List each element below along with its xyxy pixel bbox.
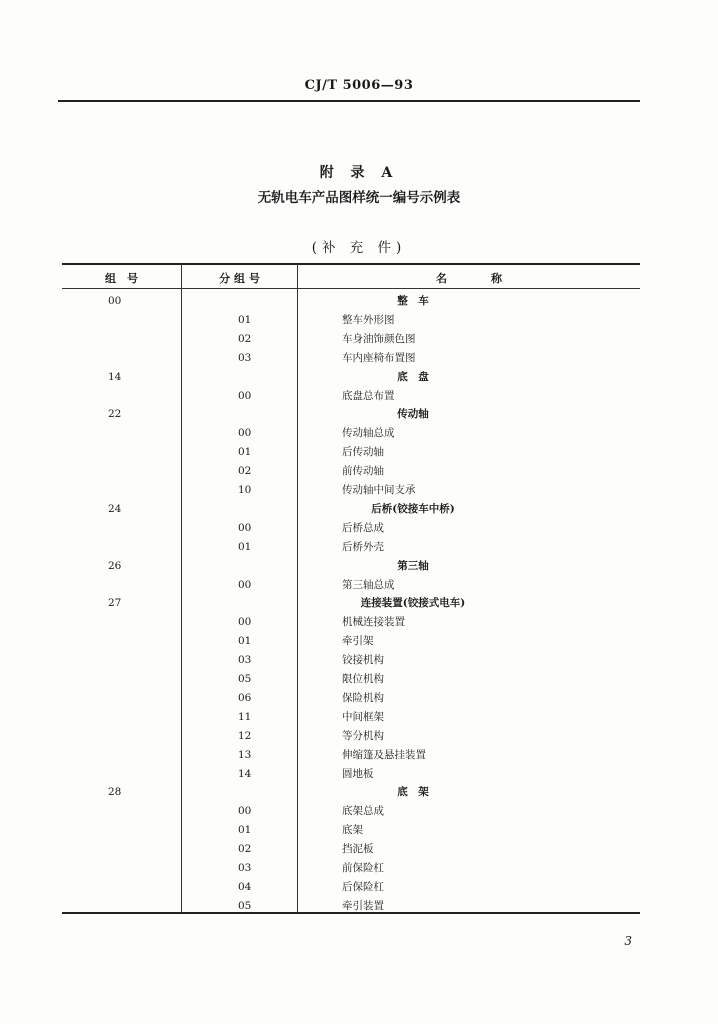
name-cell: 第三轴总成 xyxy=(342,579,395,591)
group-number-cell: 24 xyxy=(108,503,122,515)
column-header-subgroup: 分 组 号 xyxy=(219,272,260,285)
name-cell: 伸缩篷及悬挂装置 xyxy=(342,749,426,761)
column-header-name: 名 称 xyxy=(436,272,502,285)
group-number-cell: 26 xyxy=(108,560,122,572)
name-cell: 铰接机构 xyxy=(342,654,384,666)
name-cell: 连接装置(铰接式电车) xyxy=(360,597,466,609)
name-cell: 传动轴 xyxy=(397,408,429,420)
column-divider-1 xyxy=(181,264,182,913)
subgroup-number-cell: 13 xyxy=(238,749,252,761)
subgroup-number-cell: 01 xyxy=(238,541,252,553)
name-cell: 前传动轴 xyxy=(342,465,384,477)
name-cell: 后桥外壳 xyxy=(342,541,384,553)
subgroup-number-cell: 02 xyxy=(238,465,252,477)
subgroup-number-cell: 00 xyxy=(238,616,252,628)
subgroup-number-cell: 12 xyxy=(238,730,252,742)
group-number-cell: 28 xyxy=(108,786,122,798)
subgroup-number-cell: 03 xyxy=(238,352,252,364)
name-cell: 底 架 xyxy=(397,786,429,798)
subgroup-number-cell: 11 xyxy=(238,711,252,723)
name-cell: 后桥总成 xyxy=(342,522,384,534)
name-cell: 传动轴中间支承 xyxy=(342,484,416,496)
name-cell: 底盘总布置 xyxy=(342,390,395,402)
group-number-cell: 14 xyxy=(108,371,122,383)
name-cell: 牵引架 xyxy=(342,635,374,647)
subgroup-number-cell: 00 xyxy=(238,522,252,534)
name-cell: 圆地板 xyxy=(342,768,374,780)
name-cell: 挡泥板 xyxy=(342,843,374,855)
name-cell: 中间框架 xyxy=(342,711,384,723)
subgroup-number-cell: 02 xyxy=(238,333,252,345)
subgroup-number-cell: 03 xyxy=(238,862,252,874)
subgroup-number-cell: 06 xyxy=(238,692,252,704)
table-header-rule xyxy=(62,288,640,289)
page-number: 3 xyxy=(624,934,632,948)
group-number-cell: 22 xyxy=(108,408,122,420)
subgroup-number-cell: 14 xyxy=(238,768,252,780)
subgroup-number-cell: 00 xyxy=(238,805,252,817)
appendix-title: 附 录 A xyxy=(319,165,399,181)
group-number-cell: 27 xyxy=(108,597,122,609)
name-cell: 车身油饰颜色图 xyxy=(342,333,416,345)
name-cell: 后传动轴 xyxy=(342,446,384,458)
name-cell: 车内座椅布置图 xyxy=(342,352,416,364)
appendix-subtitle: 无轨电车产品图样统一编号示例表 xyxy=(257,190,461,206)
subgroup-number-cell: 05 xyxy=(238,900,252,912)
subgroup-number-cell: 01 xyxy=(238,314,252,326)
name-cell: 等分机构 xyxy=(342,730,384,742)
subgroup-number-cell: 00 xyxy=(238,579,252,591)
subgroup-number-cell: 00 xyxy=(238,390,252,402)
name-cell: 后保险杠 xyxy=(342,881,384,893)
name-cell: 保险机构 xyxy=(342,692,384,704)
column-divider-2 xyxy=(297,264,298,913)
name-cell: 底 盘 xyxy=(397,371,429,383)
name-cell: 机械连接装置 xyxy=(342,616,405,628)
subgroup-number-cell: 03 xyxy=(238,654,252,666)
name-cell: 整车外形图 xyxy=(342,314,395,326)
name-cell: 传动轴总成 xyxy=(342,427,395,439)
subgroup-number-cell: 05 xyxy=(238,673,252,685)
name-cell: 第三轴 xyxy=(397,560,429,572)
name-cell: 牵引装置 xyxy=(342,900,384,912)
header-rule xyxy=(58,100,640,102)
subgroup-number-cell: 01 xyxy=(238,635,252,647)
subgroup-number-cell: 04 xyxy=(238,881,252,893)
name-cell: 整 车 xyxy=(397,295,429,307)
name-cell: 底架总成 xyxy=(342,805,384,817)
table-top-rule xyxy=(62,263,640,265)
column-header-group: 组 号 xyxy=(105,272,138,285)
standard-code: CJ/T 5006—93 xyxy=(304,78,414,93)
subgroup-number-cell: 01 xyxy=(238,824,252,836)
subgroup-number-cell: 10 xyxy=(238,484,252,496)
name-cell: 底架 xyxy=(342,824,363,836)
name-cell: 后桥(铰接车中桥) xyxy=(371,503,455,515)
subgroup-number-cell: 02 xyxy=(238,843,252,855)
name-cell: 限位机构 xyxy=(342,673,384,685)
group-number-cell: 00 xyxy=(108,295,122,307)
subgroup-number-cell: 00 xyxy=(238,427,252,439)
appendix-note: (补 充 件) xyxy=(311,240,407,256)
name-cell: 前保险杠 xyxy=(342,862,384,874)
subgroup-number-cell: 01 xyxy=(238,446,252,458)
